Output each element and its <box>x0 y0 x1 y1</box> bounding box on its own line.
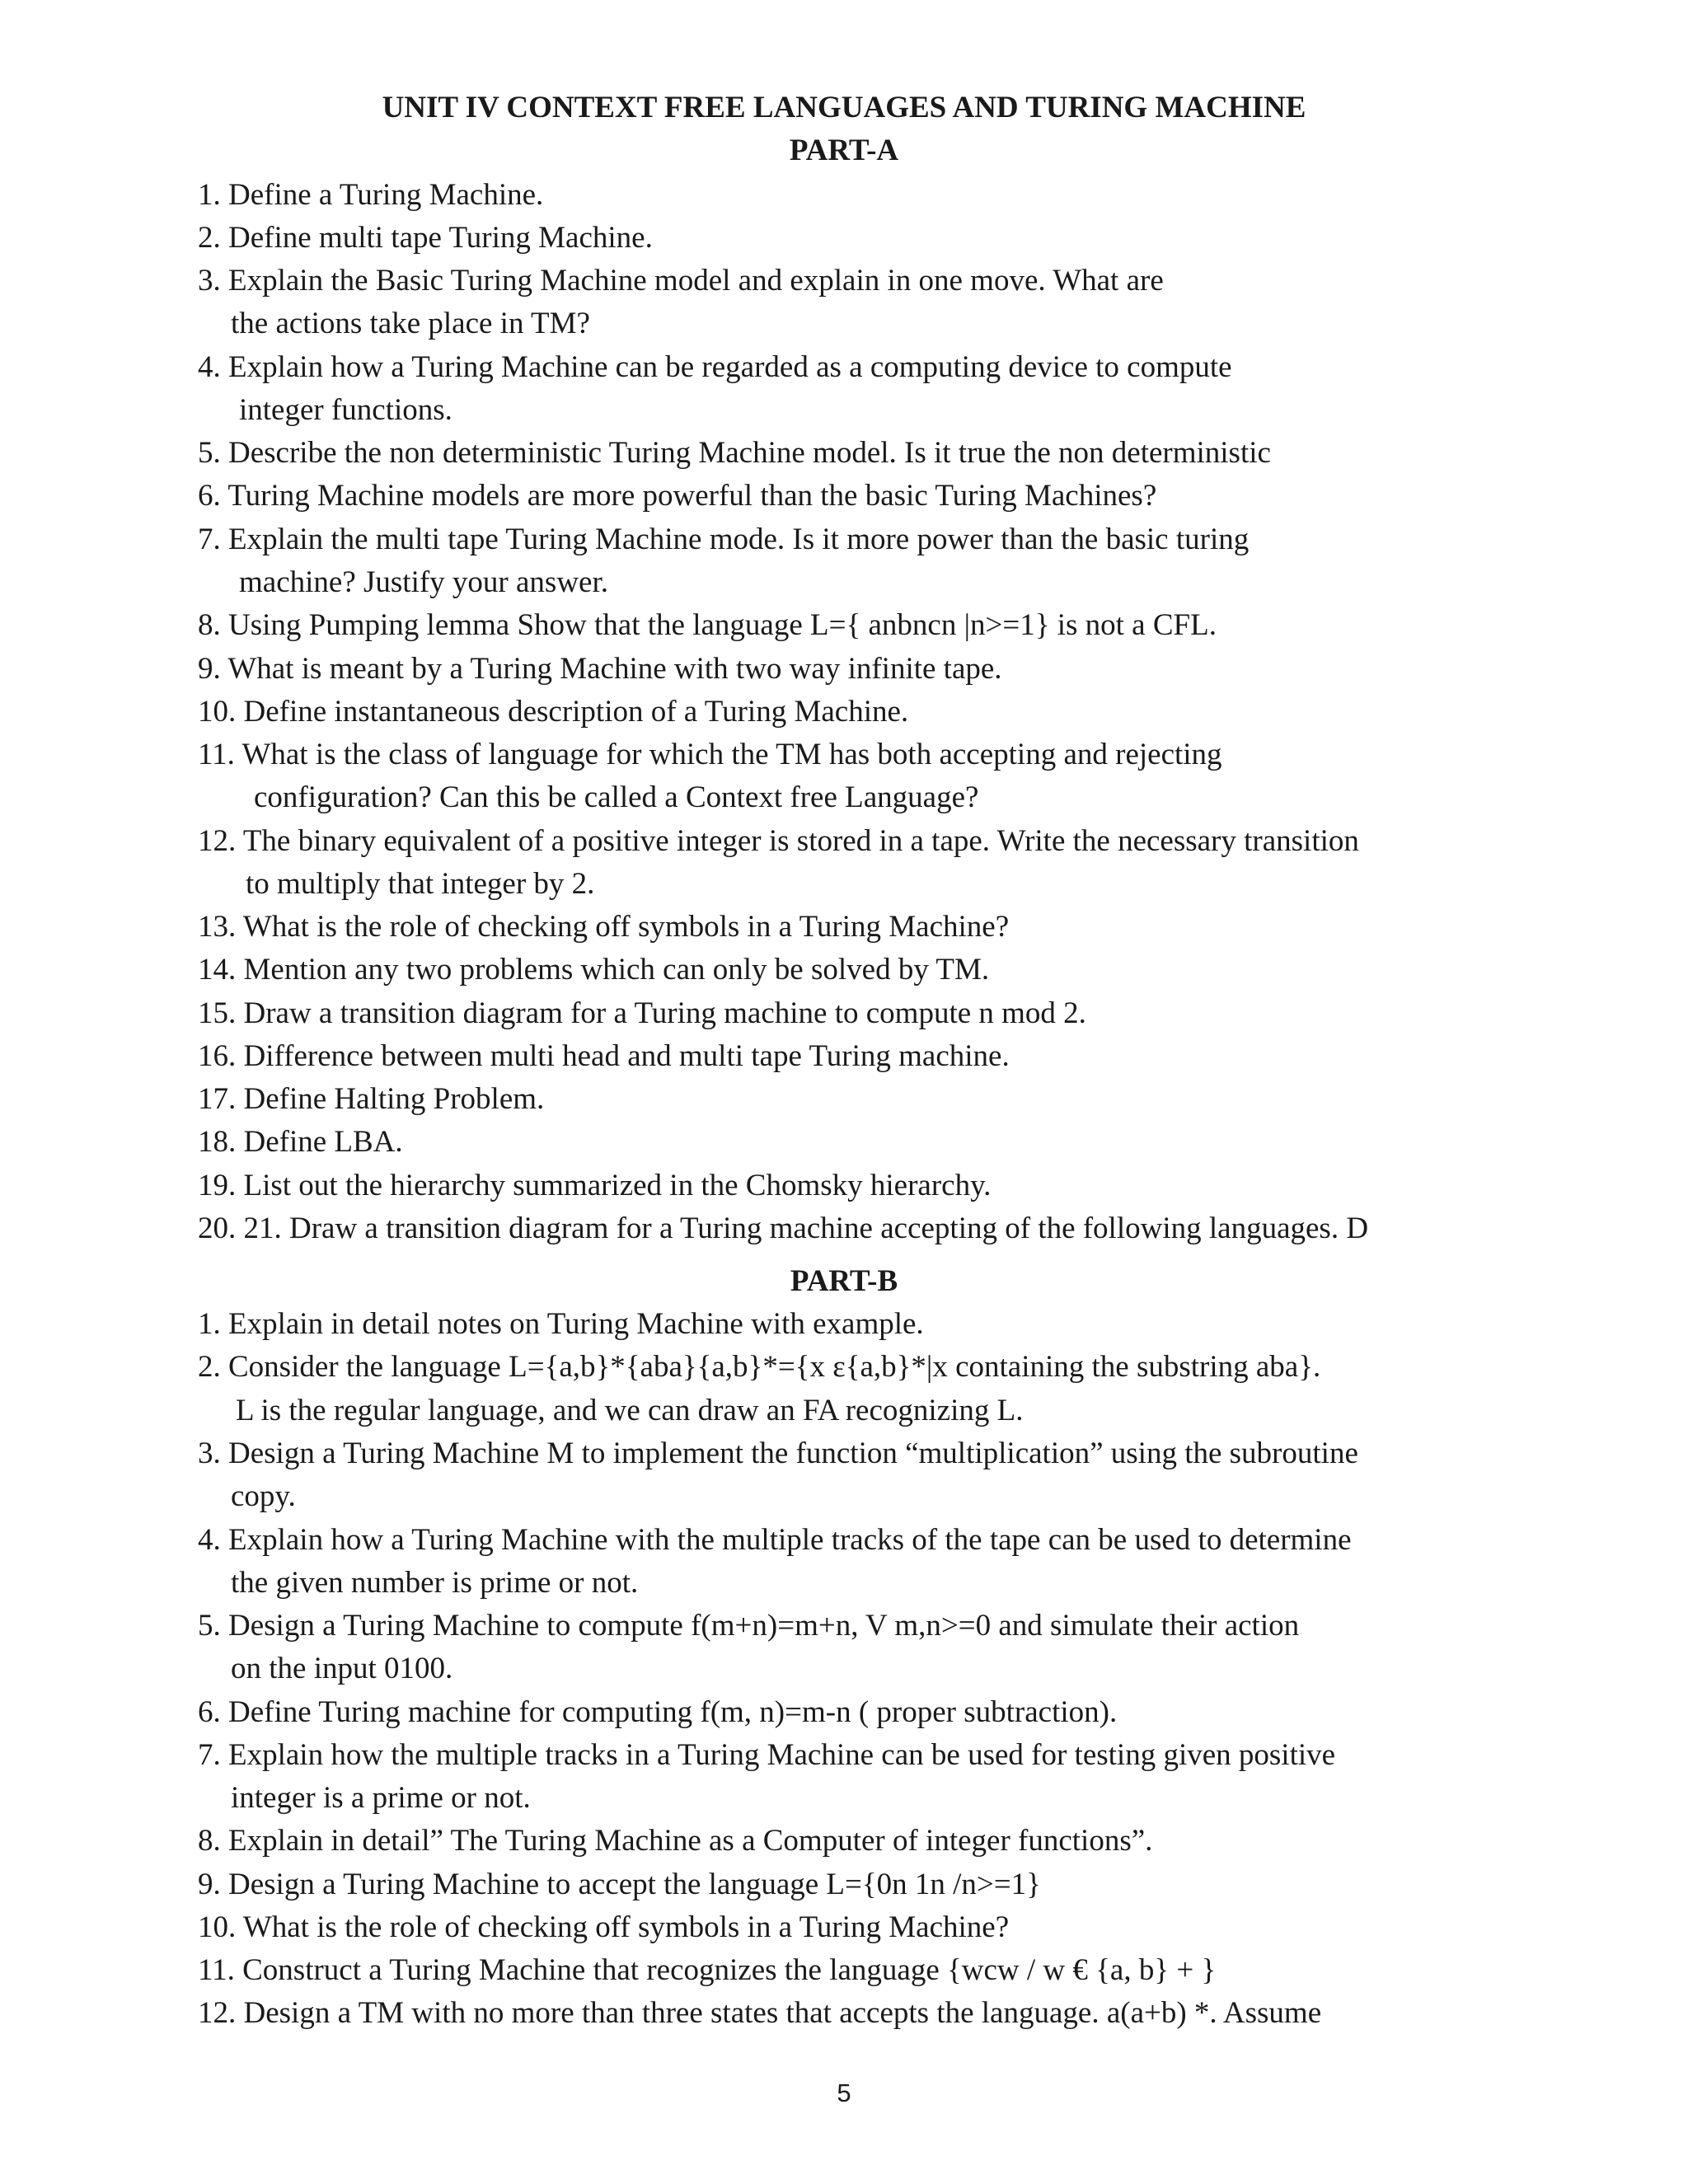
part-a-question-20-21: 20. 21. Draw a transition diagram for a Turing machine accepting of the following languages. D <box>198 1212 1369 1245</box>
part-b-question-1: 1. Explain in detail notes on Turing Machine with example. <box>198 1307 924 1341</box>
part-b-question-7-cont: integer is a prime or not. <box>231 1781 531 1815</box>
part-b-question-5: 5. Design a Turing Machine to compute f(m+n)=m+n, V m,n>=0 and simulate their action <box>198 1609 1300 1643</box>
part-b-question-4: 4. Explain how a Turing Machine with the multiple tracks of the tape can be used to determine <box>198 1523 1352 1557</box>
part-a-question-9: 9. What is meant by a Turing Machine with two way infinite tape. <box>198 652 1002 686</box>
part-b-question-11: 11. Construct a Turing Machine that recognizes the language {wcw / w € {a, b} + } <box>198 1953 1217 1987</box>
part-a-question-19: 19. List out the hierarchy summarized in the Chomsky hierarchy. <box>198 1169 992 1202</box>
part-a-question-12: 12. The binary equivalent of a positive integer is stored in a tape. Write the necessary transition <box>198 824 1359 858</box>
part-a-question-1: 1. Define a Turing Machine. <box>198 178 544 212</box>
unit-title: UNIT IV CONTEXT FREE LANGUAGES AND TURING MACHINE <box>382 91 1306 124</box>
part-a-question-7: 7. Explain the multi tape Turing Machine mode. Is it more power than the basic turing <box>198 523 1250 556</box>
part-a-question-4: 4. Explain how a Turing Machine can be regarded as a computing device to compute <box>198 350 1232 384</box>
part-a-question-11-cont: configuration? Can this be called a Context free Language? <box>254 780 979 814</box>
part-b-question-4-cont: the given number is prime or not. <box>231 1566 639 1600</box>
part-a-question-4-cont: integer functions. <box>239 393 452 427</box>
part-b-question-2: 2. Consider the language L={a,b}*{aba}{a,b}*={x ε{a,b}*|x containing the substring aba}. <box>198 1350 1321 1384</box>
part-b-heading: PART-B <box>790 1264 898 1298</box>
part-a-question-17: 17. Define Halting Problem. <box>198 1082 545 1116</box>
part-a-question-3-cont: the actions take place in TM? <box>231 307 590 340</box>
part-b-question-6: 6. Define Turing machine for computing f(m, n)=m-n ( proper subtraction). <box>198 1695 1118 1729</box>
part-a-question-7-cont: machine? Justify your answer. <box>239 565 608 599</box>
part-a-question-13: 13. What is the role of checking off symbols in a Turing Machine? <box>198 910 1010 944</box>
part-a-question-6: 6. Turing Machine models are more powerful than the basic Turing Machines? <box>198 479 1157 513</box>
part-a-question-15: 15. Draw a transition diagram for a Turing machine to compute n mod 2. <box>198 996 1086 1030</box>
part-b-question-8: 8. Explain in detail” The Turing Machine as a Computer of integer functions”. <box>198 1824 1153 1858</box>
part-a-question-3: 3. Explain the Basic Turing Machine model and explain in one move. What are <box>198 264 1164 298</box>
part-b-question-12: 12. Design a TM with no more than three states that accepts the language. a(a+b) *. Assume <box>198 1996 1322 2030</box>
part-b-question-10: 10. What is the role of checking off symbols in a Turing Machine? <box>198 1910 1010 1944</box>
part-a-question-14: 14. Mention any two problems which can only be solved by TM. <box>198 953 990 987</box>
part-a-question-16: 16. Difference between multi head and multi tape Turing machine. <box>198 1039 1010 1073</box>
part-a-question-10: 10. Define instantaneous description of a Turing Machine. <box>198 695 909 729</box>
part-b-question-3: 3. Design a Turing Machine M to implement the function “multiplication” using the subroutine <box>198 1436 1358 1470</box>
part-a-question-8: 8. Using Pumping lemma Show that the language L={ anbncn |n>=1} is not a CFL. <box>198 608 1217 642</box>
part-b-question-3-cont: copy. <box>231 1479 296 1513</box>
part-a-question-2: 2. Define multi tape Turing Machine. <box>198 221 653 255</box>
part-a-question-12-cont: to multiply that integer by 2. <box>246 867 595 901</box>
part-a-question-5: 5. Describe the non deterministic Turing Machine model. Is it true the non deterministic <box>198 436 1271 470</box>
part-b-question-2-cont: L is the regular language, and we can draw an FA recognizing L. <box>236 1394 1024 1427</box>
part-b-question-9: 9. Design a Turing Machine to accept the language L={0n 1n /n>=1} <box>198 1868 1041 1901</box>
page-number: 5 <box>837 2079 851 2107</box>
part-a-question-18: 18. Define LBA. <box>198 1125 403 1159</box>
part-a-heading: PART-A <box>789 134 899 167</box>
part-b-question-7: 7. Explain how the multiple tracks in a Turing Machine can be used for testing given positive <box>198 1738 1336 1772</box>
part-a-question-11: 11. What is the class of language for which the TM has both accepting and rejecting <box>198 738 1222 771</box>
part-b-question-5-cont: on the input 0100. <box>231 1652 453 1685</box>
